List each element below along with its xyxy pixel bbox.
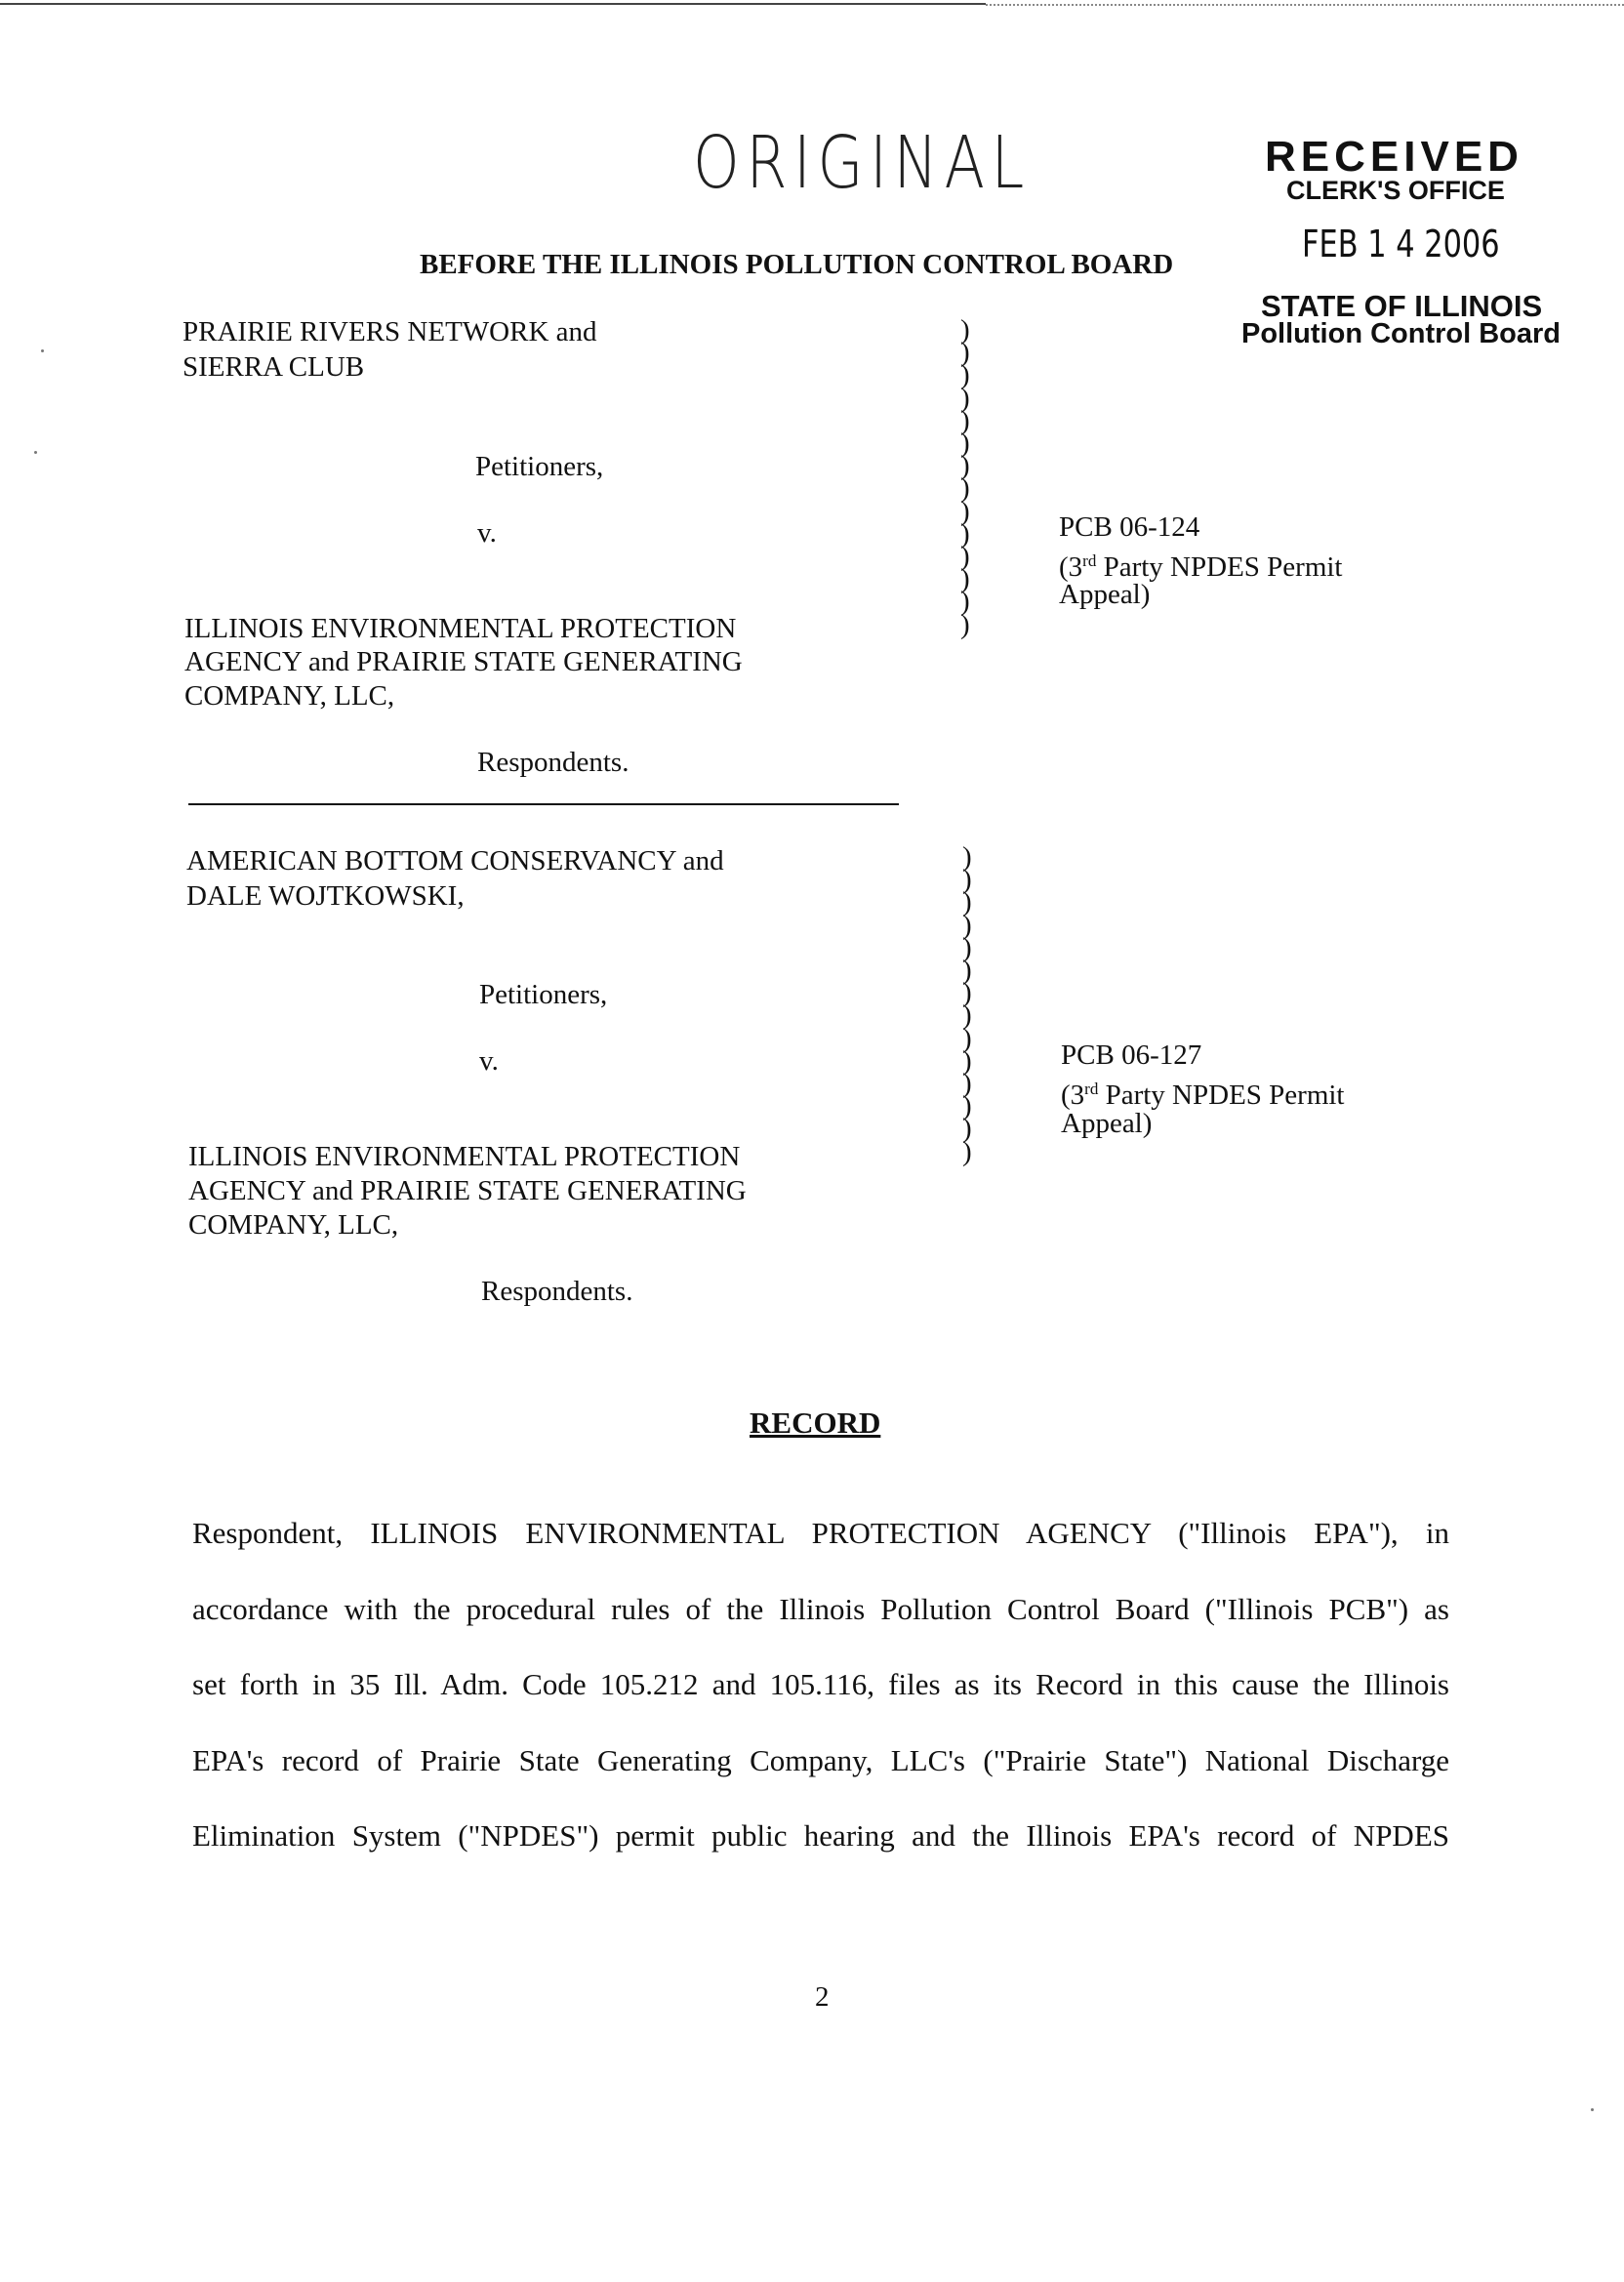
case2-petitioner-line1: AMERICAN BOTTOM CONSERVANCY and xyxy=(186,845,724,876)
case2-appeal-line1-rest: Party NPDES Permit xyxy=(1098,1080,1345,1111)
case1-petitioners-label: Petitioners, xyxy=(475,451,604,482)
case2-appeal-open-paren: ( xyxy=(1061,1080,1071,1111)
record-paragraph-line-5: Elimination System ("NPDES") permit public hearing and the Illinois EPA's record of NPDES xyxy=(192,1818,1449,1853)
page-number: 2 xyxy=(815,1981,830,2013)
case1-respondent-line2: AGENCY and PRAIRIE STATE GENERATING xyxy=(184,646,743,677)
case2-respondent-line1: ILLINOIS ENVIRONMENTAL PROTECTION xyxy=(188,1141,741,1172)
case1-case-number: PCB 06-124 xyxy=(1059,511,1200,543)
case2-respondent-line2: AGENCY and PRAIRIE STATE GENERATING xyxy=(188,1175,747,1206)
case1-appeal-ordinal-suffix: rd xyxy=(1082,551,1097,570)
case-separator-rule xyxy=(188,803,899,805)
scan-speck xyxy=(34,451,37,454)
case1-versus: v. xyxy=(477,517,497,549)
case1-petitioner-line2: SIERRA CLUB xyxy=(183,351,365,383)
case2-versus: v. xyxy=(479,1045,499,1077)
case2-appeal-ordinal-suffix: rd xyxy=(1084,1080,1099,1098)
case1-respondent-line1: ILLINOIS ENVIRONMENTAL PROTECTION xyxy=(184,613,737,644)
case2-respondent-line3: COMPANY, LLC, xyxy=(188,1209,399,1241)
case2-appeal-ordinal: 3 xyxy=(1070,1080,1085,1111)
scan-edge-line xyxy=(0,3,986,5)
received-stamp-board: Pollution Control Board xyxy=(1241,318,1562,349)
received-stamp-clerks-office: CLERK'S OFFICE xyxy=(1286,176,1505,205)
scan-speck xyxy=(41,349,44,352)
case1-appeal-line2: Appeal) xyxy=(1059,579,1151,610)
case2-case-number: PCB 06-127 xyxy=(1061,1039,1202,1071)
case1-respondent-line3: COMPANY, LLC, xyxy=(184,680,395,712)
case1-appeal-line1-rest: Party NPDES Permit xyxy=(1096,551,1343,583)
original-stamp: ORIGINAL xyxy=(693,121,1031,205)
case1-appeal-open-paren: ( xyxy=(1059,551,1069,583)
board-title: BEFORE THE ILLINOIS POLLUTION CONTROL BOARD xyxy=(420,249,1174,280)
case1-petitioner-line1: PRAIRIE RIVERS NETWORK and xyxy=(183,316,597,347)
case2-petitioners-label: Petitioners, xyxy=(479,979,608,1010)
record-paragraph-line-3: set forth in 35 Ill. Adm. Code 105.212 and 105.116, files as its Record in this cause the Illinois xyxy=(192,1667,1449,1701)
case2-appeal-line2: Appeal) xyxy=(1061,1108,1153,1139)
scan-edge-dotted-line xyxy=(986,4,1624,6)
record-paragraph-line-2: accordance with the procedural rules of the Illinois Pollution Control Board ("Illinois PCB") as xyxy=(192,1592,1449,1626)
case2-petitioner-line2: DALE WOJTKOWSKI, xyxy=(186,880,465,912)
record-paragraph-line-1: Respondent, ILLINOIS ENVIRONMENTAL PROTECTION AGENCY ("Illinois EPA"), in xyxy=(192,1516,1449,1550)
case1-paren-column: ) ) ) ) ) ) ) ) ) ) ) ) ) ) xyxy=(960,314,970,640)
record-title: RECORD xyxy=(750,1406,881,1440)
case2-paren-column: ) ) ) ) ) ) ) ) ) ) ) ) ) ) xyxy=(962,841,972,1167)
received-stamp-state: STATE OF ILLINOIS xyxy=(1261,289,1543,323)
case1-appeal-ordinal: 3 xyxy=(1068,551,1083,583)
scan-speck xyxy=(1591,2108,1594,2111)
received-stamp-title: RECEIVED xyxy=(1265,133,1523,181)
case2-respondents-label: Respondents. xyxy=(481,1276,633,1307)
received-stamp-date: FEB 1 4 2006 xyxy=(1302,223,1500,265)
case1-respondents-label: Respondents. xyxy=(477,747,629,778)
record-paragraph-line-4: EPA's record of Prairie State Generating Company, LLC's ("Prairie State") National Discharge xyxy=(192,1743,1449,1777)
